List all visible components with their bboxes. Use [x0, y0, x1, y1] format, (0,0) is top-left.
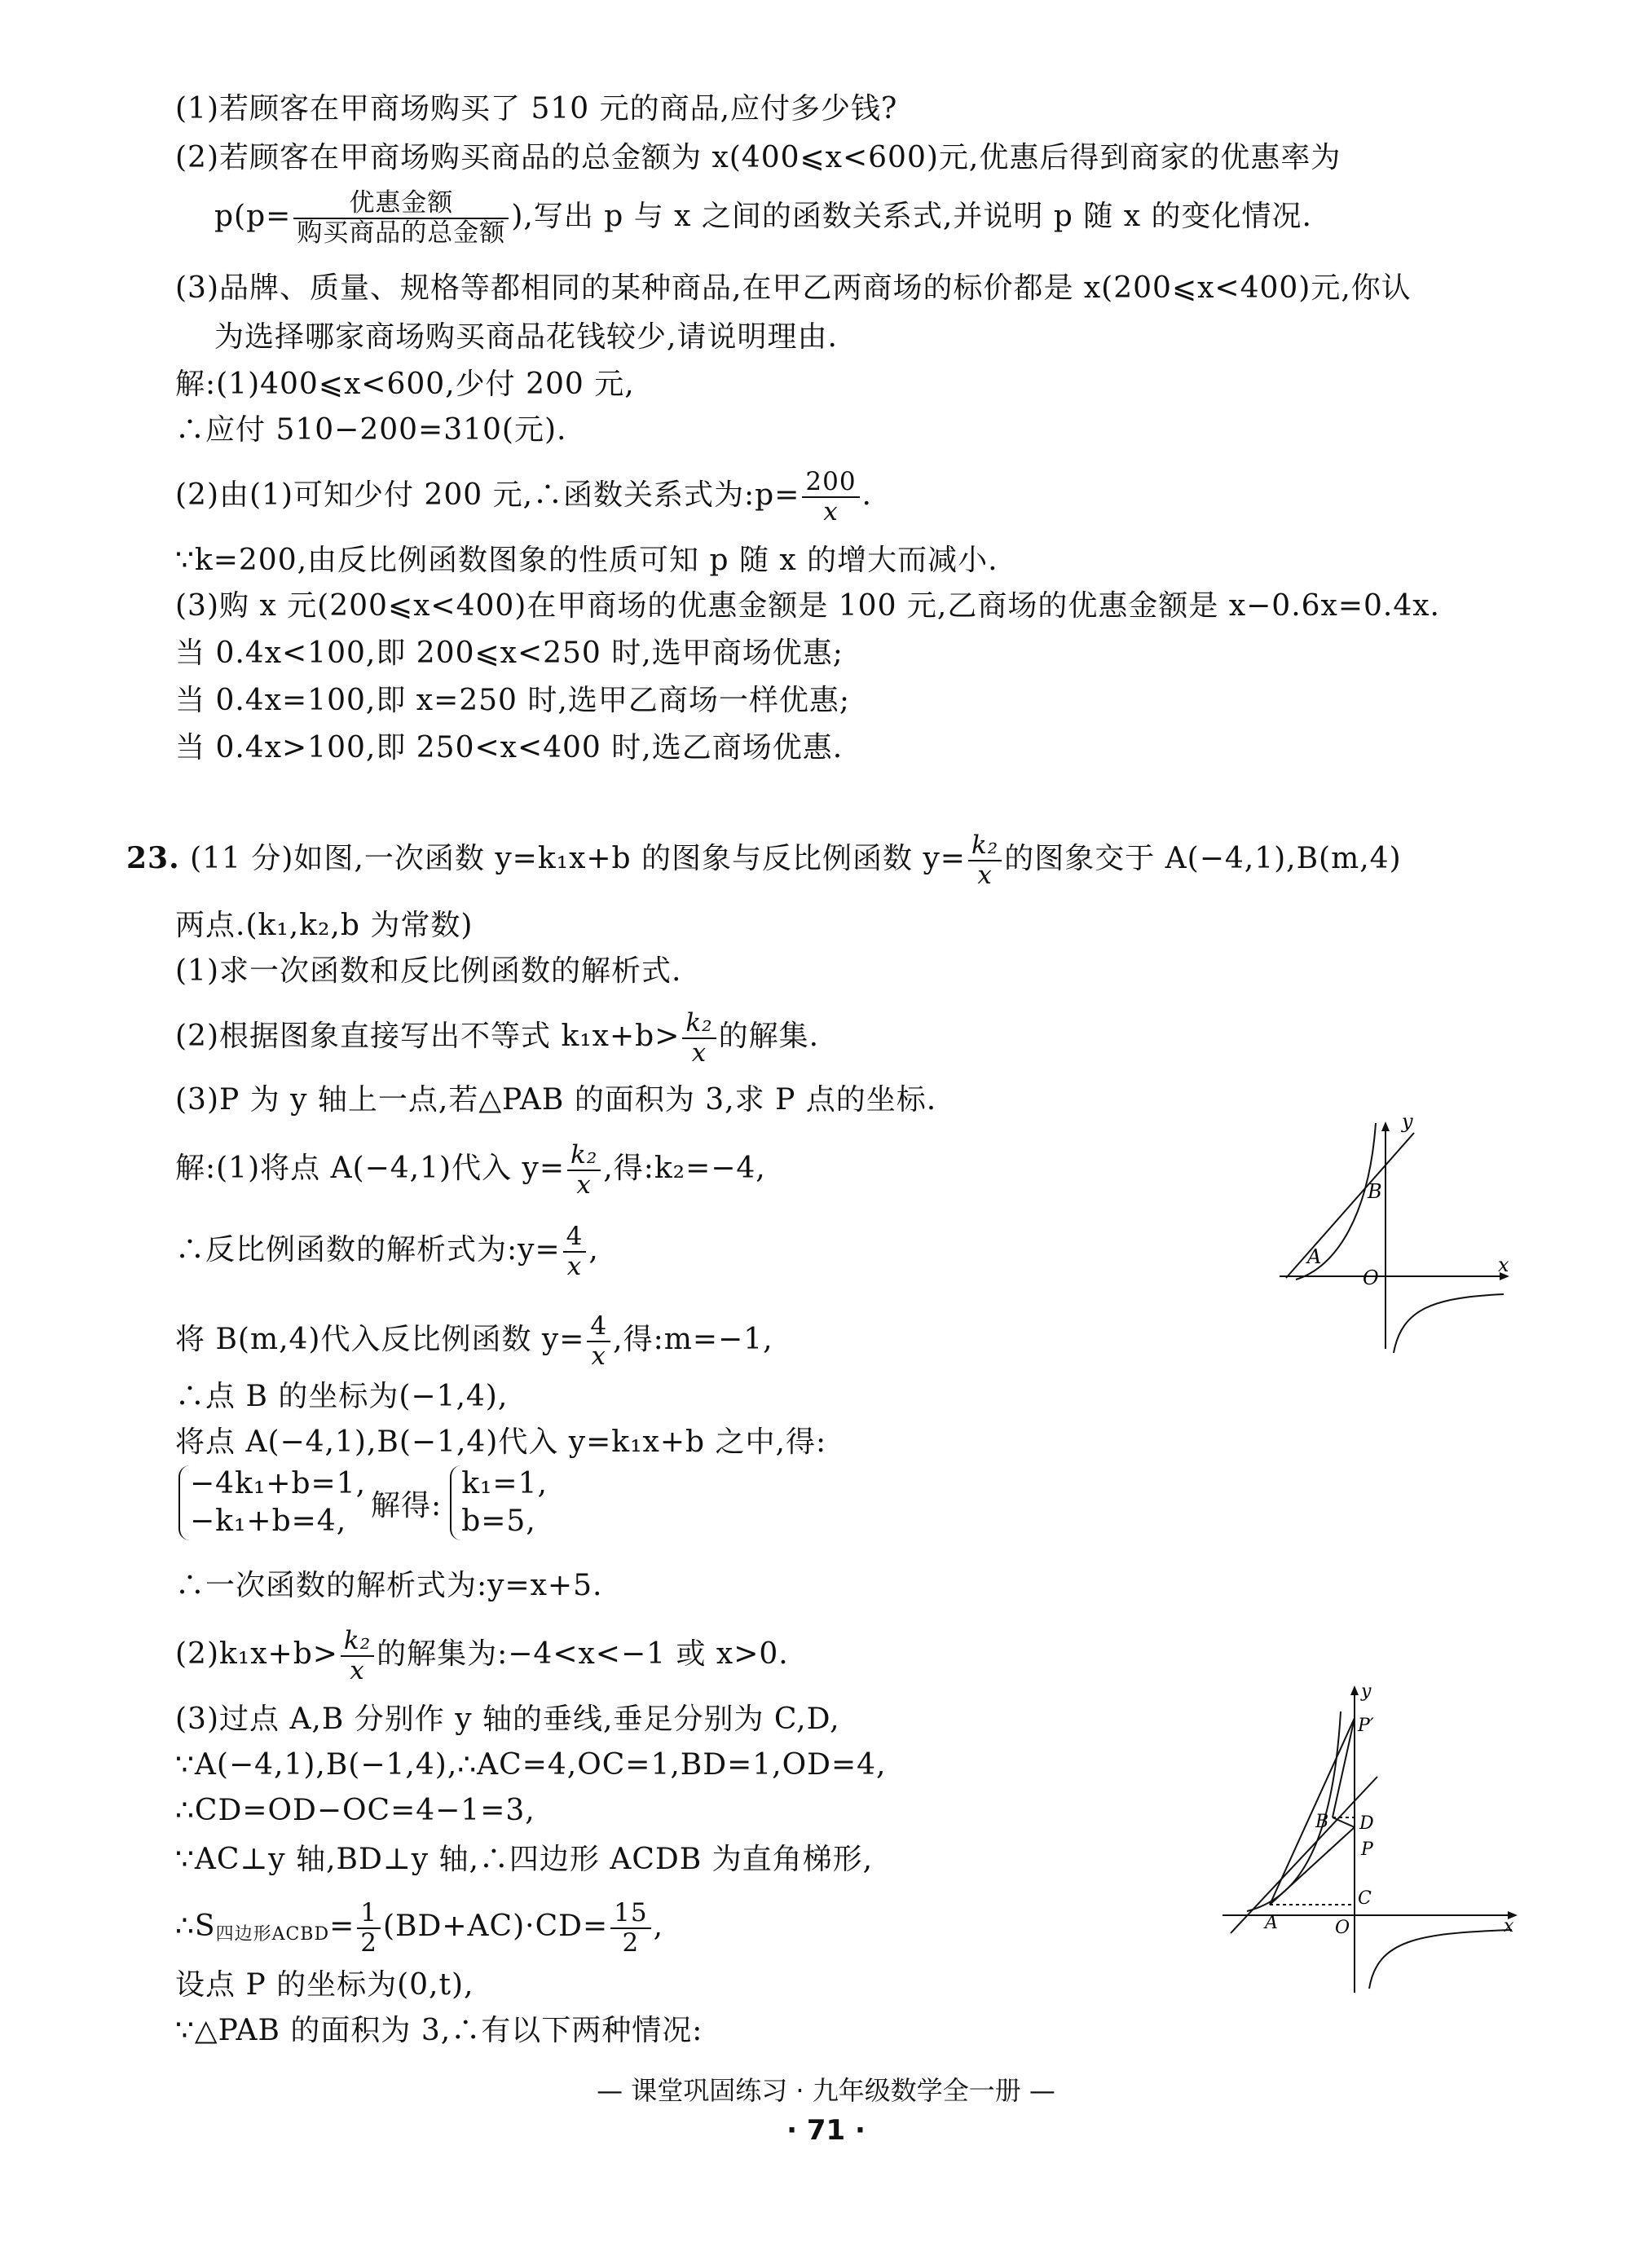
label-x: x — [1498, 1253, 1509, 1276]
q23-statement: 23. (11 分)如图,一次函数 y=k₁x+b 的图象与反比例函数 y= $\frac{\text{k₂}}{x}$ 的图象交于 A(−4,1),B(m,4) — [126, 830, 1402, 890]
q22-sol-6: 当 0.4x<100,即 200⩽x<250 时,选甲商场优惠; — [175, 637, 844, 670]
q22-sol-7: 当 0.4x=100,即 x=250 时,选甲乙商场一样优惠; — [175, 684, 850, 717]
page-number: · 71 · — [786, 2114, 866, 2147]
system-right: k₁=1, b=5, — [450, 1465, 548, 1540]
label-A: A — [1307, 1245, 1322, 1268]
q23-sol-4: ∴点 B 的坐标为(−1,4), — [175, 1380, 509, 1413]
q23-sub3: (3)P 为 y 轴上一点,若△PAB 的面积为 3,求 P 点的坐标. — [175, 1083, 937, 1117]
q23-sol-14: ∵△PAB 的面积为 3,∴有以下两种情况: — [175, 2014, 703, 2047]
q23-sol-7: (2)k₁x+b> $\frac{\text{k₂}}{x}$ 的解集为:−4<x<−1 或 x>0. — [175, 1626, 789, 1685]
label-O: O — [1363, 1267, 1379, 1289]
q23-sol-3: 将 B(m,4)代入反比例函数 y= $\frac{4}{x}$ ,得:m=−1, — [175, 1311, 773, 1371]
label-y: y — [1361, 1681, 1372, 1702]
label-x: x — [1504, 1916, 1514, 1936]
label-B: B — [1368, 1180, 1382, 1203]
q22-sol-4: ∵k=200,由反比例函数图象的性质可知 p 随 x 的增大而减小. — [175, 544, 998, 577]
label-B: B — [1315, 1812, 1329, 1832]
q23-sol-9: ∵A(−4,1),B(−1,4),∴AC=4,OC=1,BD=1,OD=4, — [175, 1748, 887, 1782]
q23-sol-13: 设点 P 的坐标为(0,t), — [175, 1968, 474, 2002]
label-O: O — [1335, 1918, 1350, 1938]
segment-AP-prime — [1270, 1718, 1355, 1905]
label-P-prime: P′ — [1358, 1716, 1374, 1736]
q22-sol-8: 当 0.4x>100,即 250<x<400 时,选乙商场优惠. — [175, 731, 844, 764]
q23-sol-10: ∴CD=OD−OC=4−1=3, — [175, 1794, 535, 1827]
label-P: P — [1361, 1839, 1373, 1860]
q22-sol-3: (2)由(1)可知少付 200 元,∴函数关系式为:p= $\frac{200}{x}$ . — [175, 467, 872, 526]
label-C: C — [1358, 1888, 1372, 1909]
label-y: y — [1402, 1117, 1413, 1133]
footer-title: — 课堂巩固练习 · 九年级数学全一册 — — [597, 2075, 1055, 2106]
linear-function-line — [1286, 1133, 1414, 1278]
q22-part1: (1)若顾客在甲商场购买了 510 元的商品,应付多少钱? — [175, 92, 898, 126]
question-number: 23. — [126, 841, 180, 875]
q23-sub2: (2)根据图象直接写出不等式 k₁x+b> $\frac{\text{k₂}}{x}$ 的解集. — [175, 1008, 820, 1068]
q23-statement-cont: 两点.(k₁,k₂,b 为常数) — [175, 909, 474, 942]
q22-sol-5: (3)购 x 元(200⩽x<400)在甲商场的优惠金额是 100 元,乙商场的优惠金额是 x−0.6x=0.4x. — [175, 589, 1441, 623]
function-graph-figure-1 — [1271, 1117, 1516, 1353]
q23-sol-5: 将点 A(−4,1),B(−1,4)代入 y=k₁x+b 之中,得: — [175, 1425, 827, 1459]
function-graph-figure-2 — [1214, 1679, 1524, 1997]
label-A: A — [1265, 1913, 1278, 1933]
q23-sol-2: ∴反比例函数的解析式为:y= $\frac{4}{x}$ , — [175, 1222, 599, 1281]
system-left: −4k₁+b=1, −k₁+b=4, — [178, 1465, 366, 1540]
q23-sol-8: (3)过点 A,B 分别作 y 轴的垂线,垂足分别为 C,D, — [175, 1703, 840, 1736]
q22-part2: (2)若顾客在甲商场购买商品的总金额为 x(400⩽x<600)元,优惠后得到商家的优惠率为 — [175, 141, 1341, 174]
label-D: D — [1359, 1813, 1374, 1834]
q23-sol-1: 解:(1)将点 A(−4,1)代入 y= $\frac{\text{k₂}}{x}$ ,得:k₂=−4, — [175, 1140, 766, 1200]
segment-AP — [1270, 1827, 1355, 1905]
q23-sol-11: ∵AC⊥y 轴,BD⊥y 轴,∴四边形 ACDB 为直角梯形, — [175, 1843, 874, 1876]
q23-sol-12: $\therefore S_{四边形ACBD}=$ $\frac{1}{2}$ (BD+AC)·CD= $\frac{15}{2}$ , — [175, 1898, 664, 1958]
hyperbola-branch-right — [1394, 1294, 1504, 1353]
segment-BP — [1333, 1817, 1355, 1827]
hyperbola-branch-right — [1369, 1930, 1512, 1989]
q23-sol-6: ∴一次函数的解析式为:y=x+5. — [175, 1569, 603, 1602]
q22-sol-1: 解:(1)400⩽x<600,少付 200 元, — [175, 368, 635, 401]
equation-system: −4k₁+b=1, −k₁+b=4, 解得: k₁=1, b=5, — [175, 1465, 548, 1540]
q22-part3-cont: 为选择哪家商场购买商品花钱较少,请说明理由. — [214, 320, 838, 354]
q22-sol-2: ∴应付 510−200=310(元). — [175, 413, 567, 447]
q22-part2-formula: p(p= $\frac{\text{优惠金额}}{\text{购买商品的总金额}}$ ),写出 p 与 x 之间的函数关系式,并说明 p 随 x 的变化情况. — [214, 188, 1312, 248]
q22-part3: (3)品牌、质量、规格等都相同的某种商品,在甲乙两商场的标价都是 x(200⩽x<400)元,你认 — [175, 271, 1412, 305]
q23-sub1: (1)求一次函数和反比例函数的解析式. — [175, 954, 682, 988]
